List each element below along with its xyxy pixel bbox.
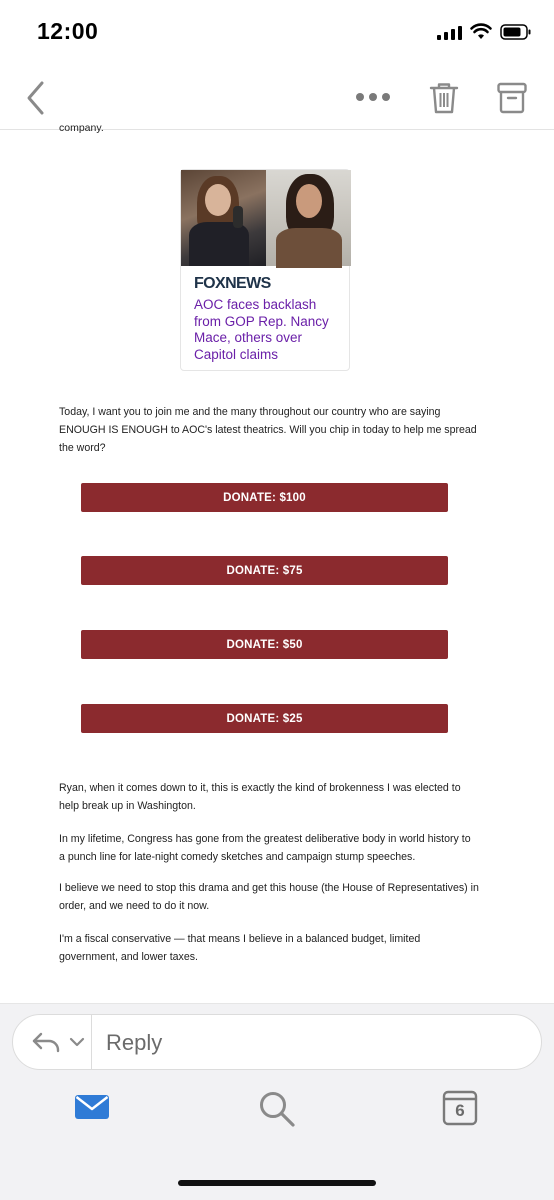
calendar-icon[interactable]	[442, 1090, 478, 1126]
mail-toolbar	[0, 64, 554, 130]
ellipsis-icon[interactable]	[356, 91, 392, 103]
body-paragraph: I'm a fiscal conservative — that means I believe in a balanced budget, limited government, and lower taxes.	[59, 933, 421, 963]
news-link-card[interactable]	[180, 169, 350, 371]
body-paragraph: Ryan, when it comes down to it, this is exactly the kind of brokenness I was elected to help break up in Washington.	[59, 782, 461, 812]
search-icon[interactable]	[258, 1090, 296, 1128]
wifi-icon	[470, 24, 492, 40]
news-headline-link[interactable]: AOC faces backlash from GOP Rep. Nancy Mace, others over Capitol claims	[194, 297, 329, 362]
news-photo	[181, 170, 351, 266]
trash-icon[interactable]	[428, 81, 460, 115]
archive-box-icon[interactable]	[496, 81, 528, 115]
mail-icon[interactable]	[74, 1092, 110, 1122]
email-body	[0, 122, 554, 1003]
reply-bar[interactable]	[12, 1014, 542, 1070]
reply-arrow-icon[interactable]	[31, 1031, 61, 1053]
intro-paragraph: Today, I want you to join me and the many throughout our country who are saying ENOUGH IS ENOUGH to AOC's latest theatrics. Will you chip in today to help me spread the word?	[59, 406, 477, 454]
bottom-bar	[0, 1003, 554, 1200]
battery-icon	[500, 24, 532, 40]
cellular-signal-icon	[437, 24, 462, 40]
donate-25-button[interactable]: DONATE: $25	[81, 704, 448, 733]
donate-100-button[interactable]: DONATE: $100	[81, 483, 448, 512]
body-paragraph: I believe we need to stop this drama and get this house (the House of Representatives) in order, and we need to do it now.	[59, 882, 479, 912]
reply-divider	[91, 1015, 92, 1069]
chevron-down-icon[interactable]	[69, 1037, 85, 1047]
status-time: 12:00	[37, 18, 99, 44]
email-text-fragment: company.	[59, 122, 104, 134]
photo-right	[266, 170, 351, 266]
news-source-logo: FOXNEWS	[194, 275, 271, 292]
calendar-day-number: 6	[455, 1101, 465, 1120]
donate-50-button[interactable]: DONATE: $50	[81, 630, 448, 659]
status-icons	[437, 24, 532, 40]
photo-left	[181, 170, 266, 266]
donate-75-button[interactable]: DONATE: $75	[81, 556, 448, 585]
status-bar	[0, 0, 554, 64]
body-paragraph: In my lifetime, Congress has gone from the greatest deliberative body in world history to a punch line for late-night comedy sketches and campaign stump speeches.	[59, 833, 471, 863]
reply-button[interactable]: Reply	[106, 1030, 163, 1055]
home-indicator[interactable]	[178, 1180, 376, 1186]
chevron-left-icon[interactable]	[22, 80, 52, 116]
